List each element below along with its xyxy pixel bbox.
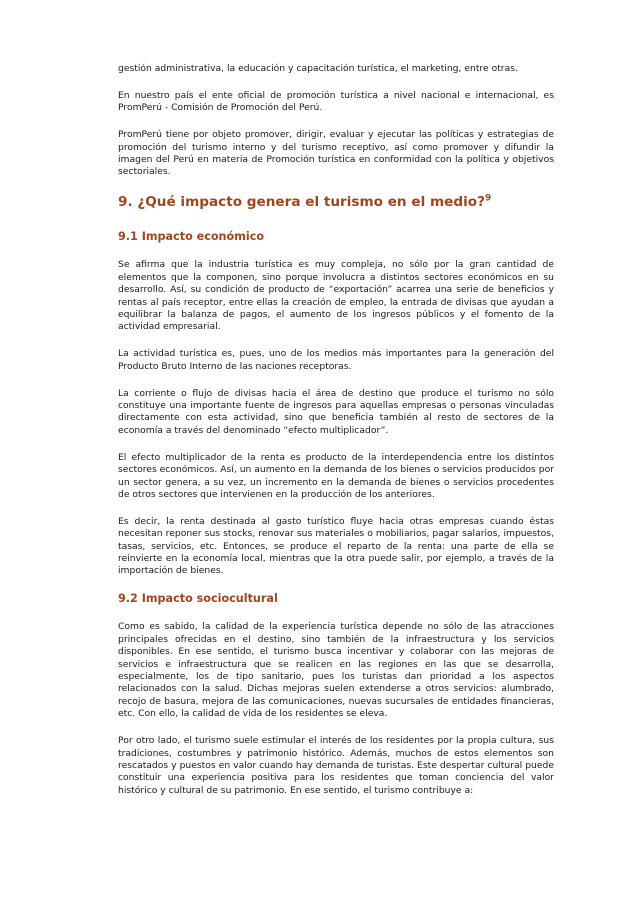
paragraph: gestión administrativa, la educación y capacitación turística, el marketing, entre otras.: [118, 63, 518, 74]
paragraph: PromPerú tiene por objeto promover, dirigir, evaluar y ejecutar las políticas y estrategias de promoción del turismo interno y del turismo receptivo, así como promover y difundir la imagen del Perú en materia de Promoción turística en conformidad con la política y objetivos sectoriales.: [118, 129, 554, 178]
paragraph: En nuestro país el ente oficial de promoción turística a nivel nacional e internacional, es PromPerú - Comisión de Promoción del Perú.: [118, 89, 554, 114]
paragraph: Por otro lado, el turismo suele estimular el interés de los residentes por la propia cultura, sus tradiciones, costumbres y patrimonio histórico. Además, muchos de estos elementos son rescatados y puestos en valor cuando hay demanda de turistas. Este despertar cultural puede constituir una experiencia positiva para los residentes que toman conciencia del valor histórico y cultural de su patrimonio. En ese sentido, el turismo contribuye a:: [118, 735, 554, 796]
section-heading-9: [118, 193, 554, 211]
document-page: [118, 63, 554, 812]
paragraph: Como es sabido, la calidad de la experiencia turística depende no sólo de las atracciones principales ofrecidas en el destino, sino también de la infraestructura y los servicios disponibles. En ese sentido, el turismo busca incentivar y colaborar con las mejoras de servicios e infraestructura que se realicen en las regiones en las que se desarrolla, especialmente, los de tipo sanitario, pues los turistas dan prioridad a los aspectos relacionados con la salud. Dichas mejoras suelen extenderse a otros servicios: alumbrado, recojo de basura, mejora de las comunicaciones, nuevas sucursales de entidades financieras, etc. Con ello, la calidad de vida de los residentes se eleva.: [118, 621, 554, 720]
paragraph: Es decir, la renta destinada al gasto turístico fluye hacia otras empresas cuando éstas necesitan reponer sus stocks, renovar sus materiales o mobiliarios, pagar salarios, impuestos, tasas, servicios, etc. Entonces, se produce el reparto de la renta: una parte de ella se reinvierte en la economía local, mientras que la otra puede salir, por ejemplo, a través de la importación de bienes.: [118, 515, 554, 577]
subsection-heading-9-2: 9.2 Impacto sociocultural: [118, 592, 278, 606]
paragraph: Se afirma que la industria turística es muy compleja, no sólo por la gran cantidad de elementos que la componen, sino porque involucra a distintos sectores económicos en su desarrollo. Así, su condición de producto de “exportación” acarrea una serie de beneficios y rentas al país receptor, entre ellas la creación de empleo, la entrada de divisas que ayudan a equilibrar la balanza de pagos, el aumento de los ingresos públicos y el fomento de la actividad empresarial.: [118, 259, 554, 333]
footnote-marker: 9: [484, 193, 492, 204]
paragraph: La actividad turística es, pues, uno de los medios más importantes para la generación del Producto Bruto Interno de las naciones receptoras.: [118, 348, 554, 372]
paragraph: El efecto multiplicador de la renta es producto de la interdependencia entre los distintos sectores económicos. Así, un aumento en la demanda de los bienes o servicios producidos por un sector genera, a su vez, un incremento en la demanda de bienes o servicios procedentes de otros sectores que intervienen en la producción de los anteriores.: [118, 451, 554, 500]
section-heading-9-text: 9. ¿Qué impacto genera el turismo en el medio?: [118, 194, 485, 211]
subsection-heading-9-1: 9.1 Impacto económico: [118, 230, 265, 244]
paragraph: La corriente o flujo de divisas hacia el área de destino que produce el turismo no sólo constituye una importante fuente de ingresos para aquellas empresas o personas vinculadas directamente con esta actividad, sino que beneficia también al resto de sectores de la economía a través del denominado “efecto multiplicador”.: [118, 387, 554, 436]
